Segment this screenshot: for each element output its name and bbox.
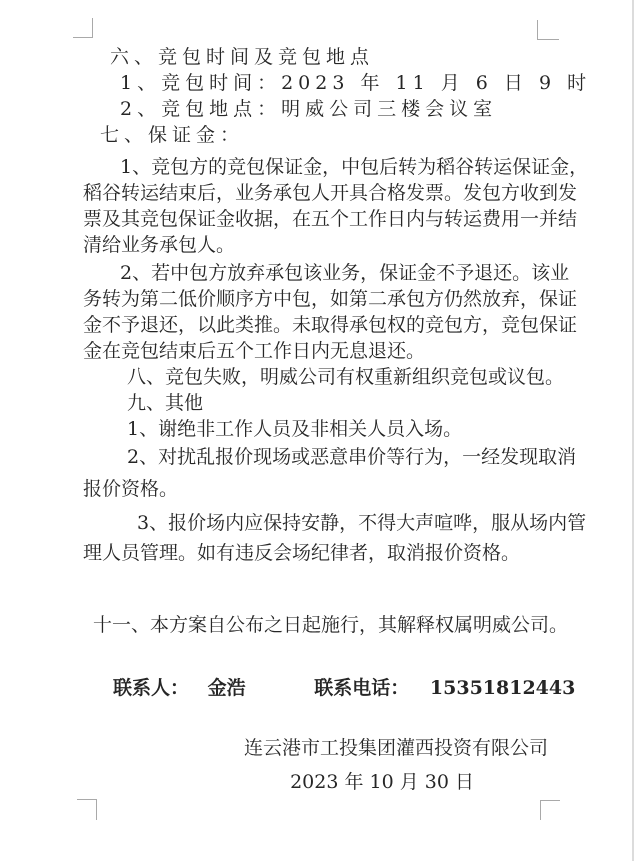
document-line: 2、若中包方放弃承包该业务，保证金不予退还。该业 — [120, 262, 570, 284]
bid-location-line: 2、竞包地点：明威公司三楼会议室 — [120, 98, 498, 120]
document-line: 1、竞包方的竞包保证金，中包后转为稻谷转运保证金， — [120, 156, 589, 178]
contact-phone-label: 联系电话： — [314, 677, 410, 699]
section-heading-9: 九、其他 — [127, 392, 204, 414]
section-heading-6: 六、竞包时间及竞包地点 — [110, 46, 375, 68]
contact-person-name: 金浩 — [207, 677, 246, 699]
crop-mark-bottom-right — [540, 800, 560, 820]
document-line: 金不予退还，以此类推。未取得承包权的竞包方，竞包保证 — [83, 314, 578, 336]
document-line: 3、报价场内应保持安静，不得大声喧哗，服从场内管 — [137, 512, 587, 534]
section-heading-8: 八、竞包失败，明威公司有权重新组织竞包或议包。 — [127, 366, 565, 388]
document-body — [83, 44, 592, 795]
crop-mark-top-left — [73, 18, 93, 38]
page-right-edge-divider — [632, 0, 634, 861]
contact-phone-number: 15351812443 — [429, 677, 576, 699]
signature-company: 连云港市工投集团灌西投资有限公司 — [243, 737, 548, 759]
document-line: 理人员管理。如有违反会场纪律者，取消报价资格。 — [83, 542, 521, 564]
document-line: 报价资格。 — [83, 478, 179, 500]
document-line: 2、对扰乱报价现场或恶意串价等行为，一经发现取消 — [127, 446, 577, 468]
section-heading-11: 十一、本方案自公布之日起施行，其解释权属明威公司。 — [93, 614, 569, 636]
crop-mark-bottom-left — [77, 799, 97, 820]
signature-date: 2023 年 10 月 30 日 — [290, 771, 474, 793]
document-line: 稻谷转运结束后，业务承包人开具合格发票。发包方收到发 — [83, 182, 578, 204]
document-line: 1、谢绝非工作人员及非相关人员入场。 — [127, 418, 463, 440]
document-line: 金在竞包结束后五个工作日内无息退还。 — [83, 340, 426, 362]
contact-line — [113, 675, 576, 701]
bid-time-line: 1、竞包时间：2023 年 11 月 6 日 9 时 — [120, 72, 592, 94]
crop-mark-top-right — [537, 20, 559, 40]
document-line: 票及其竞包保证金收据，在五个工作日内与转运费用一并结 — [83, 208, 578, 230]
section-heading-7: 七、保证金： — [100, 124, 245, 146]
document-line: 务转为第二低价顺序方中包，如第二承包方仍然放弃，保证 — [83, 288, 578, 310]
document-line: 清给业务承包人。 — [83, 234, 236, 256]
contact-person-label: 联系人： — [113, 677, 190, 699]
